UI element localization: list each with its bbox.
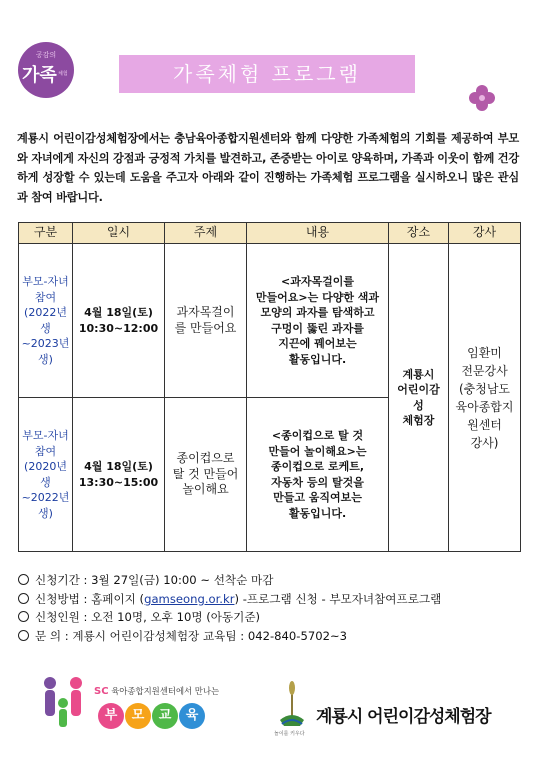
logo-big-text: 가족 — [22, 65, 57, 86]
col-header-place: 장소 — [389, 223, 449, 244]
row1-target: 부모-자녀 참여 (2022년생 ~2023년 생) — [19, 244, 73, 398]
circle-mo: 모 — [125, 703, 151, 729]
circle-gyo: 교 — [152, 703, 178, 729]
row1-content: <과자목걸이를 만들어요>는 다양한 색과 모양의 과자를 탐색하고 구멍이 뚫린 과자를 지끈에 꿰어보는 활동입니다. — [247, 244, 389, 398]
sprout-icon — [276, 680, 308, 728]
circle-bu: 부 — [98, 703, 124, 729]
row2-date: 4월 18일(토) 13:30~15:00 — [73, 398, 165, 552]
table-header-row — [19, 223, 521, 244]
info-method: 신청방법 : 홈페이지 (gamseong.or.kr) -프로그램 신청 - 부모자녀참여프로그램 — [18, 590, 441, 609]
application-info — [18, 571, 441, 645]
logo-small-text: 공감의 — [35, 51, 57, 59]
place-cell: 계룡시 어린이감 성 체험장 — [389, 244, 449, 552]
info-contact: 문 의 : 계룡시 어린이감성체험장 교육팀 : 042-840-5702~3 — [18, 627, 441, 646]
col-header-content: 내용 — [247, 223, 389, 244]
circle-yuk: 육 — [179, 703, 205, 729]
row1-topic: 과자목걸이 를 만들어요 — [165, 244, 247, 398]
parent-education-circles — [98, 703, 206, 729]
intro-paragraph: 계룡시 어린이감성체험장에서는 충남육아종합지원센터와 함께 다양한 가족체험의 기회를 제공하여 부모와 자녀에게 자신의 강점과 긍정적 가치를 발견하고, 존중받는 아이로 양육하며, 가족과 이웃이 함께 건강하게 성장할 수 있는데 도움을 주고자 아래와 같이 진행하는 가족체험 프로그램을 실시하오니 많은 관심과 참여 바랍니다. — [17, 132, 519, 205]
col-header-datetime: 일시 — [73, 223, 165, 244]
info-count: 신청인원 : 오전 10명, 오후 10명 (아동기준) — [18, 608, 441, 627]
circle-bullet-icon — [18, 593, 29, 604]
family-figures-icon — [36, 673, 92, 733]
circle-bullet-icon — [18, 630, 29, 641]
parent-education-logo — [36, 673, 246, 733]
row1-date: 4월 18일(토) 10:30~12:00 — [73, 244, 165, 398]
col-header-topic: 주제 — [165, 223, 247, 244]
program-table — [18, 222, 521, 552]
circle-bullet-icon — [18, 611, 29, 622]
logo-tiny-text: 체험 — [58, 71, 68, 77]
instructor-cell: 임환미 전문강사 (충청남도 육아종합지 원센터 강사) — [449, 244, 521, 552]
row2-target: 부모-자녀 참여 (2020년생 ~2022년 생) — [19, 398, 73, 552]
flower-icon — [467, 83, 497, 113]
table-row — [19, 244, 521, 398]
row2-topic: 종이컵으로 탈 것 만들어 놀이해요 — [165, 398, 247, 552]
organizer-logo — [268, 678, 513, 740]
program-logo — [18, 42, 74, 98]
organizer-name: 계룡시 어린이감성체험장 — [316, 707, 491, 727]
homepage-link[interactable]: gamseong.or.kr — [144, 591, 235, 606]
page-title: 가족체험 프로그램 — [119, 55, 415, 93]
col-header-instructor: 강사 — [449, 223, 521, 244]
row2-content: <종이컵으로 탈 것 만들어 놀이해요>는 종이컵으로 로케트, 자동차 등의 탈것을 만들고 움직여보는 활동입니다. — [247, 398, 389, 552]
col-header-category: 구분 — [19, 223, 73, 244]
circle-bullet-icon — [18, 574, 29, 585]
organizer-tagline: 놀이를 키우다 — [274, 731, 305, 737]
center-slogan: SC 육아종합지원센터에서 만나는 — [94, 686, 220, 697]
info-period: 신청기간 : 3월 27일(금) 10:00 ~ 선착순 마감 — [18, 571, 441, 590]
